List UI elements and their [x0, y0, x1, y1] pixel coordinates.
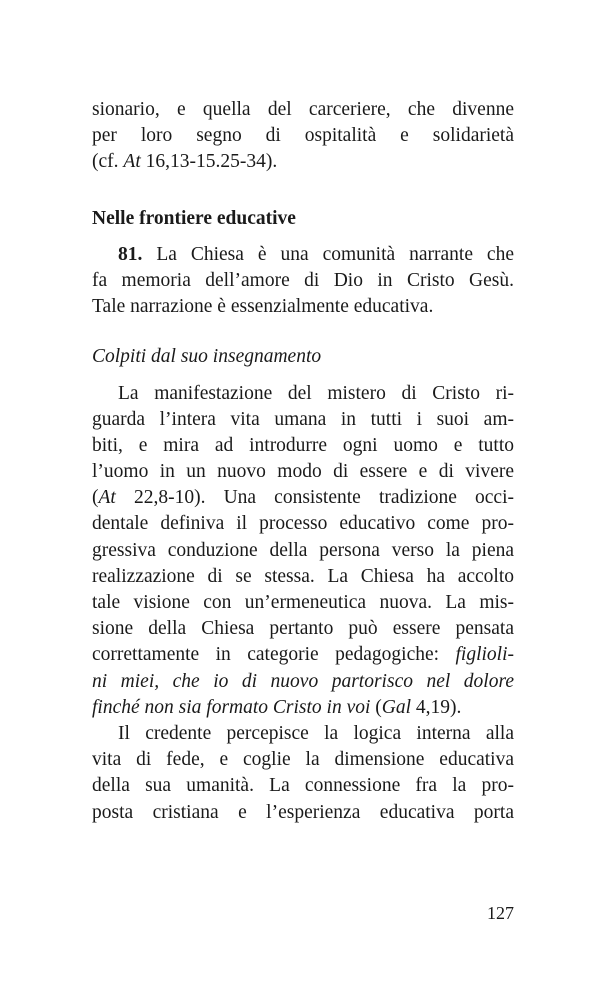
text-line: gressiva conduzione della persona verso la piena: [92, 539, 514, 561]
text-line: della sua umanità. La connessione fra la pro-: [92, 775, 514, 797]
text-line: realizzazione di se stessa. La Chiesa ha accolto: [92, 565, 514, 587]
continuation-paragraph: [92, 97, 514, 176]
text-line: Il credente percepisce la logica interna alla: [118, 722, 514, 744]
text-line: fa memoria dell’amore di Dio in Cristo Gesù.: [92, 269, 514, 291]
text-fragment: 22,8-10). Una consistente tradizione occi-: [115, 487, 514, 509]
text-line: posta cristiana e l’esperienza educativa porta: [92, 801, 514, 823]
scripture-reference: At: [123, 151, 141, 173]
scripture-reference: At: [98, 487, 116, 509]
quotation: finché non sia formato Cristo in voi: [92, 696, 371, 718]
text-line: sione della Chiesa pertanto può essere pensata: [92, 618, 514, 640]
text-line: [92, 485, 514, 511]
text-fragment: 16,13-15.25-34).: [140, 151, 278, 173]
quotation: ni miei, che io di nuovo partorisco nel dolore: [92, 670, 514, 692]
text-fragment: correttamente in categorie pedagogiche:: [92, 644, 456, 666]
text-fragment: La Chiesa è una comunità narrante che: [142, 243, 514, 265]
paragraph-manifestazione: [92, 381, 514, 721]
paragraph-credente: [92, 721, 514, 826]
text-line: per loro segno di ospitalità e solidarietà: [92, 125, 514, 147]
scripture-reference: Gal: [381, 696, 412, 718]
text-line: [92, 149, 514, 175]
text-line: Tale narrazione è essenzialmente educativa.: [92, 296, 434, 318]
page-body: [92, 97, 514, 826]
text-line: [92, 695, 514, 721]
page-number: 127: [487, 903, 514, 923]
subheading: Colpiti dal suo insegnamento: [92, 346, 322, 368]
text-line: vita di fede, e coglie la dimensione educativa: [92, 749, 514, 771]
quotation: figlioli-: [455, 644, 514, 666]
text-fragment: 4,19).: [411, 696, 462, 718]
text-fragment: (cf.: [92, 151, 124, 173]
paragraph-number: 81.: [118, 243, 143, 265]
text-line: [92, 642, 514, 668]
text-line: tale visione con un’ermeneutica nuova. La mis-: [92, 592, 514, 613]
text-line: l’uomo in un nuovo modo di essere e di vivere: [92, 461, 514, 483]
text-line: [92, 669, 514, 695]
text-line: dentale definiva il processo educativo come pro-: [92, 513, 514, 535]
text-line: La manifestazione del mistero di Cristo ri-: [118, 382, 514, 404]
paragraph-81: [92, 242, 514, 321]
text-line: [92, 242, 514, 268]
text-fragment: (: [370, 696, 382, 718]
text-line: guarda l’intera vita umana in tutti i suoi am-: [92, 408, 514, 430]
text-fragment: (: [92, 487, 99, 509]
text-line: biti, e mira ad introdurre ogni uomo e tutto: [92, 434, 514, 456]
section-heading: Nelle frontiere educative: [92, 207, 296, 229]
text-line: sionario, e quella del carceriere, che divenne: [92, 99, 514, 120]
